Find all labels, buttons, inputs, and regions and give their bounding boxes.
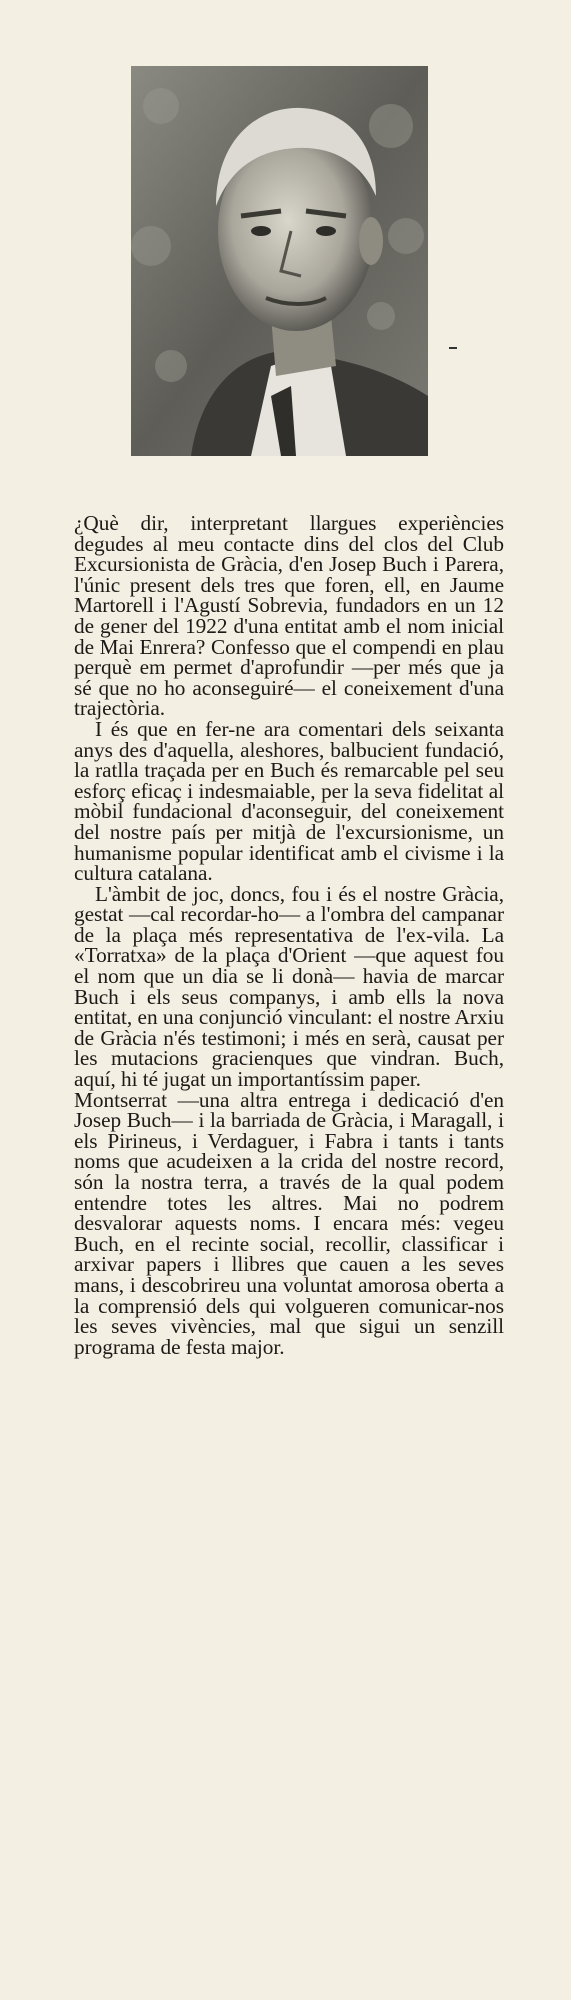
portrait-image — [131, 66, 428, 456]
paragraph-1: ¿Què dir, interpretant llargues experiències degudes al meu contacte dins del clos del Club Excursionista de Gràcia, d'en Josep Buch i Parera, l'únic present dels tres que foren, ell, en Jaume Martorell i l'Agustí Sobrevia, fundadors en un 12 de gener del 1922 d'una entitat amb el nom inicial de Mai Enrera? Confesso que el compendi en plau perquè em permet d'aprofundir —per més que ja sé que no ho aconseguiré— el coneixement d'una trajectòria. — [74, 511, 504, 721]
margin-mark — [449, 347, 457, 349]
portrait-photo — [131, 66, 428, 456]
body-text — [74, 513, 504, 1357]
paragraph-4: Montserrat —una altra entrega i dedicació d'en Josep Buch— i la barriada de Gràcia, i Maragall, i els Pirineus, i Verdaguer, i Fabra i tants i tants noms que acudeixen a la crida del nostre record, són la nostra terra, a través de la qual podem entendre totes les altres. Mai no podrem desvalorar aquests noms. I encara més: vegeu Buch, en el recinte social, recollir, classificar i arxivar papers i llibres que cauen a les seves mans, i descobrireu una voluntat amorosa oberta a la comprensió dels qui volgueren comunicar-nos les seves vivències, mal que sigui un senzill programa de festa major. — [74, 1087, 504, 1359]
paragraph-3: L'àmbit de joc, doncs, fou i és el nostre Gràcia, gestat —cal recordar-ho— a l'ombra del campanar de la plaça més representativa de l'ex-vila. La «Torratxa» de la plaça d'Orient —que aquest fou el nom que un dia se li donà— havia de marcar Buch i els seus companys, i amb ells la nova entitat, en una conjunció vinculant: el nostre Arxiu de Gràcia n'és testimoni; i més en serà, causat per les mutacions gracienques que vindran. Buch, aquí, hi té jugat un importantíssim paper. — [74, 881, 504, 1092]
paragraph-2: I és que en fer-ne ara comentari dels seixanta anys des d'aquella, aleshores, balbucient fundació, la ratlla traçada per en Buch és remarcable pel seu esforç eficaç i indesmaiable, per la seva fidelitat al mòbil fundacional d'aconseguir, del coneixement del nostre país per mitjà de l'excursionisme, un humanisme popular identificat amb el civisme i la cultura catalana. — [74, 716, 504, 886]
